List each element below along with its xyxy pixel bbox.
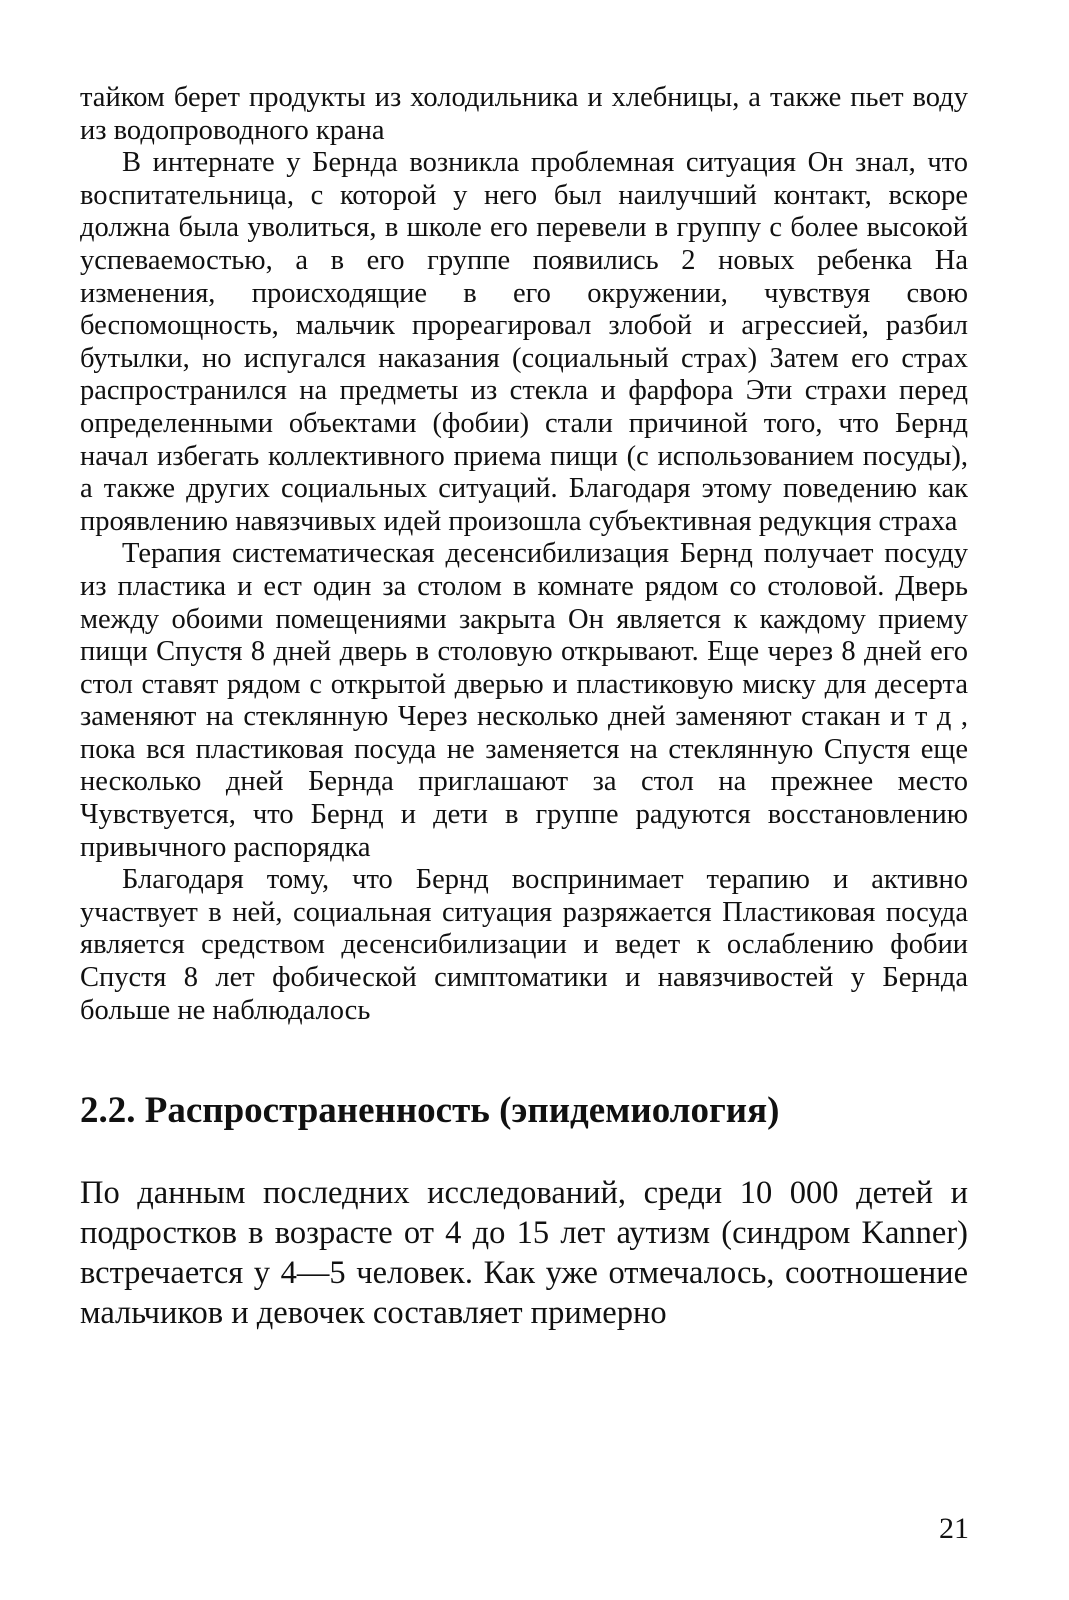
paragraph-continuation: тайком берет продукты из холодильника и хлебницы, а также пьет воду из водопроводного крана [80,82,968,146]
paragraph-internat-situation: В интернате у Бернда возникла проблемная ситуация Он знал, что воспитательница, с которой у него был наилучший контакт, вскоре должна была уволиться, в школе его перевели в группу с более высокой успеваемостью, а в его группе появились 2 новых ребенка На изменения, происходящие в его окружении, чувствуя свою беспомощность, мальчик прореагировал злобой и агрессией, разбил бутылки, но испугался наказания (социальный страх) Затем его страх распространился на предметы из стекла и фарфора Эти страхи перед определенными объектами (фобии) стали причиной того, что Бернд начал избегать коллективного приема пищи (с использованием посуды), а также других социальных ситуаций. Благодаря этому поведению как проявлению навязчивых идей произошла субъективная редукция страха [80,147,968,537]
section-heading: 2.2. Распространенность (эпидемиология) [80,1090,780,1132]
page-number: 21 [939,1512,969,1545]
paragraph-outcome: Благодаря тому, что Бернд воспринимает терапию и активно участвует в ней, социальная ситуация разряжается Пластиковая посуда является средством десенсибилизации и ведет к ослаблению фобии Спустя 8 лет фобической симптоматики и навязчивостей у Бернда больше не наблюдалось [80,864,968,1026]
section-text: По данным последних исследований, среди 10 000 детей и подростков в возрасте от 4 до 15 лет аутизм (синдром Kanner) встречается у 4—5 человек. Как уже отмечалось, соотношение мальчиков и девочек составляет примерно [80,1175,968,1332]
paragraph-therapy: Терапия систематическая десенсибилизация Бернд получает посуду из пластика и ест один за столом в комнате рядом со столовой. Дверь между обоими помещениями закрыта Он является к каждому приему пищи Спустя 8 дней дверь в столовую открывают. Еще через 8 дней его стол ставят рядом с открытой дверью и пластиковую миску для десерта заменяют на стеклянную Через несколько дней заменяют стакан и т д , пока вся пластиковая посуда не заменяется на стеклянную Спустя еще несколько дней Бернда приглашают за стол на прежнее место Чувствуется, что Бернд и дети в группе радуются восстановлению привычного распорядка [80,538,968,863]
page-content [80,82,968,1333]
